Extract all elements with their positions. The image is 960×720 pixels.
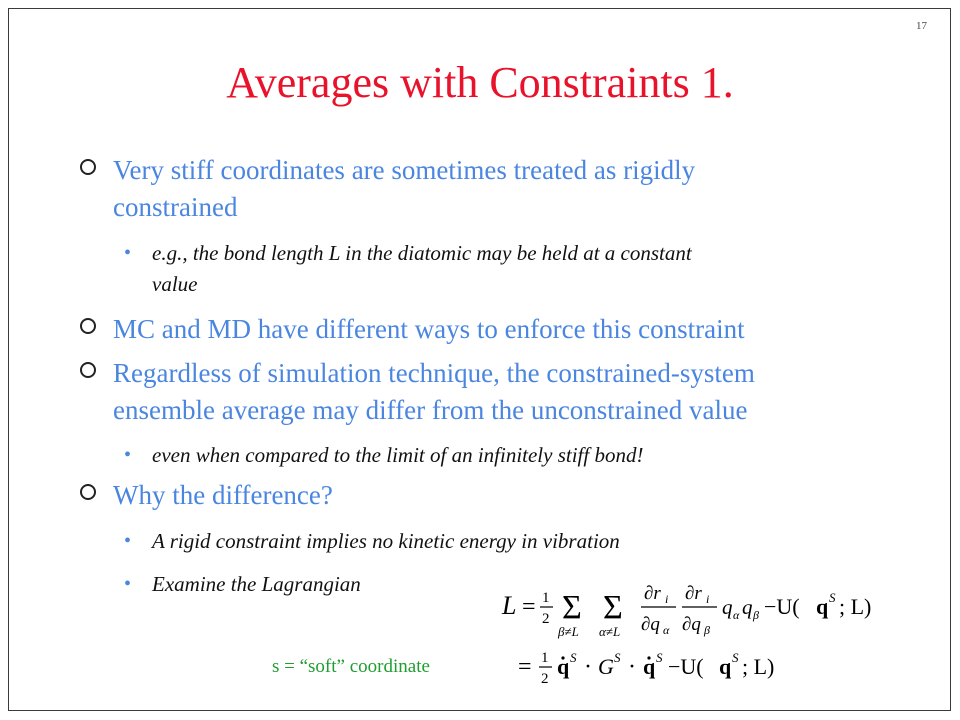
eq2-half-den: 2 <box>541 671 549 687</box>
bullet-text-line1: MC and MD have different ways to enforce this constraint <box>113 314 745 344</box>
bullet-text-line1: Very stiff coordinates are sometimes treated as rigidly <box>113 155 696 185</box>
bullet-text-line1: Why the difference? <box>113 480 333 510</box>
eq2-G-sup: S <box>614 650 621 665</box>
dot-bullet-icon: • <box>124 573 132 595</box>
dot-bullet-icon: • <box>124 242 132 264</box>
eq-sum1-icon: Σ <box>562 589 582 626</box>
eq2-tail: ; L) <box>742 654 775 679</box>
dot-bullet-icon: • <box>124 530 132 552</box>
subbullet-text-line1: e.g., the bond length L in the diatomic may be held at a constant <box>152 241 692 265</box>
hollow-circle-bullet-icon <box>80 159 96 175</box>
eq-d1-num: ∂r <box>644 583 661 604</box>
bullet-text-line2: ensemble average may differ from the unconstrained value <box>113 395 748 425</box>
eq-d1-num-sub: i <box>665 592 669 606</box>
slide-number: 17 <box>916 20 927 32</box>
eq-d2-num-sub: i <box>706 592 710 606</box>
eq-q1: q <box>722 595 733 619</box>
eq-qS: q <box>816 594 829 619</box>
eq-tail: ; L) <box>839 594 872 619</box>
slide-title: Averages with Constraints 1. <box>226 58 734 107</box>
hollow-circle-bullet-icon <box>80 318 96 334</box>
eq-d1-den: ∂q <box>641 614 660 635</box>
eq-q2-sub: β <box>753 608 759 622</box>
subbullet-text-line1: A rigid constraint implies no kinetic energy in vibration <box>152 529 620 553</box>
eq-sum1-sub: β≠L <box>558 624 579 639</box>
eq2-qS: q <box>719 654 732 679</box>
subbullet-text-line2: value <box>152 272 198 296</box>
eq-half-num: 1 <box>542 590 550 606</box>
eq2-qdot1-sup: S <box>570 650 577 665</box>
eq2-qdot2: q <box>643 654 656 679</box>
soft-coordinate-note: s = “soft” coordinate <box>272 656 430 677</box>
eq-d2-den-sub: β <box>704 623 710 637</box>
lagrangian-equation-line2 <box>498 646 798 692</box>
eq-equals: = <box>522 594 536 620</box>
eq2-G: G <box>598 654 614 679</box>
eq2-qdot1: q <box>557 654 570 679</box>
eq-half-den: 2 <box>542 611 550 627</box>
eq2-dot1: · <box>584 654 592 680</box>
subbullet-text-line1: even when compared to the limit of an infinitely stiff bond! <box>152 443 644 467</box>
eq-minus-U: −U( <box>764 594 800 619</box>
hollow-circle-bullet-icon <box>80 362 96 378</box>
bullet-text-line1: Regardless of simulation technique, the constrained-system <box>113 358 755 388</box>
eq2-qS-sup: S <box>732 650 739 665</box>
eq-d2-den: ∂q <box>682 614 701 635</box>
eq2-dot2: · <box>628 654 636 680</box>
bullet-text-line2: constrained <box>113 192 238 222</box>
lagrangian-equation-line1 <box>498 578 890 650</box>
eq-sum2-sub: α≠L <box>599 624 621 639</box>
eq-d2-num: ∂r <box>685 583 702 604</box>
eq-sum2-icon: Σ <box>603 589 623 626</box>
dot-bullet-icon: • <box>124 444 132 466</box>
eq-q2: q <box>742 595 753 619</box>
eq2-equals: = <box>518 654 532 680</box>
eq-d1-den-sub: α <box>663 623 670 637</box>
eq2-qdot2-sup: S <box>656 650 663 665</box>
eq-q1-sub: α <box>733 608 740 622</box>
subbullet-text-line1: Examine the Lagrangian <box>152 572 361 596</box>
hollow-circle-bullet-icon <box>80 484 96 500</box>
eq-qS-sup: S <box>829 590 836 605</box>
eq2-minus-U: −U( <box>668 654 704 679</box>
eq2-half-num: 1 <box>541 650 549 666</box>
eq-lhs-L: L <box>502 591 517 620</box>
